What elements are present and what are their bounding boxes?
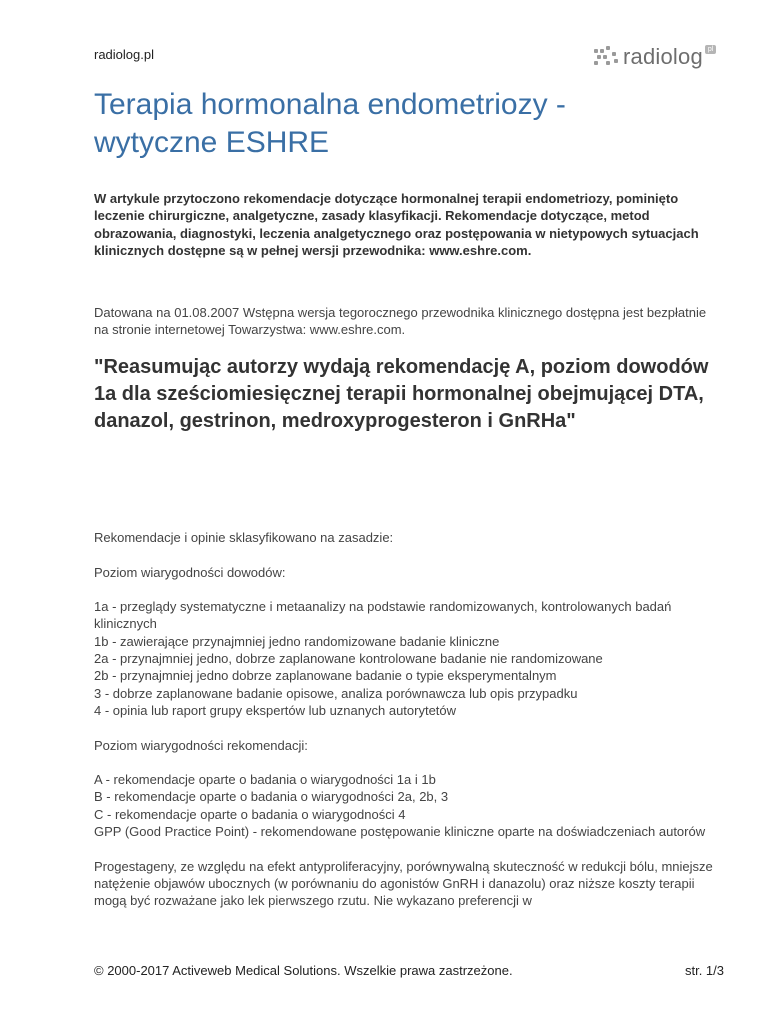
radiolog-logo [594,44,716,70]
evidence-level-item: 4 - opinia lub raport grupy ekspertów lub uznanych autorytetów [94,702,457,718]
site-name: radiolog.pl [94,47,154,62]
title-line-1: Terapia hormonalna endometriozy - [94,88,566,121]
logo-badge: pl [705,45,716,54]
title-line-2: wytyczne ESHRE [94,126,330,159]
dated-paragraph: Datowana na 01.08.2007 Wstępna wersja tegorocznego przewodnika klinicznego dostępna jest bezpłatnie na stronie internetowej Towarzystwa: www.eshre.com. [94,305,707,338]
page-number: str. 1/3 [684,963,724,978]
recommendation-level-item: GPP (Good Practice Point) - rekomendowane postępowanie kliniczne oparte na doświadczeniach autorów [94,824,706,840]
copyright-text: © 2000-2017 Activeweb Medical Solutions. Wszelkie prawa zastrzeżone. [94,963,513,978]
lead-paragraph: W artykule przytoczono rekomendacje dotyczące hormonalnej terapii endometriozy, pominięto leczenie chirurgiczne, analgetyczne, zasady klasyfikacji. Rekomendacje dotyczące, metod obrazowania, diagnostyki, leczenia analgetycznego oraz postępowania w nietypowych sytuacjach klinicznych dostępne są w pełnej wersji przewodnika: www.eshre.com. [94,191,699,258]
recommendation-level-item: C - rekomendacje oparte o badania o wiarygodności 4 [94,806,406,822]
evidence-level-item: 2b - przynajmniej jedno dobrze zaplanowane badanie o typie eksperymentalnym [94,668,557,684]
evidence-level-item: 1b - zawierające przynajmniej jedno randomizowane badanie kliniczne [94,633,500,649]
classification-intro: Rekomendacje i opinie sklasyfikowano na zasadzie: [94,530,394,545]
evidence-level-item: 3 - dobrze zaplanowane badanie opisowe, analiza porównawcza lub opis przypadku [94,685,578,701]
recommendation-level-item: B - rekomendacje oparte o badania o wiarygodności 2a, 2b, 3 [94,789,449,805]
logo-text: radiolog [623,44,703,69]
page-footer [94,963,724,978]
evidence-heading: Poziom wiarygodności dowodów: [94,564,286,580]
logo-dots-icon [594,46,620,68]
page-title [94,86,694,162]
recommendation-heading: Poziom wiarygodności rekomendacji: [94,737,308,753]
evidence-level-item: 2a - przynajmniej jedno, dobrze zaplanowane kontrolowane badanie nie randomizowane [94,651,603,667]
article-body [94,529,724,910]
recommendation-level-item: A - rekomendacje oparte o badania o wiarygodności 1a i 1b [94,772,436,788]
highlight-quote: "Reasumując autorzy wydają rekomendację A, poziom dowodów 1a dla sześciomiesięcznej terapii hormonalnej obejmującej DTA, danazol, gestrinon, medroxyprogesteron i GnRHa" [94,356,709,432]
evidence-level-item: 1a - przeglądy systematyczne i metaanalizy na podstawie randomizowanych, kontrolowanych badań klinicznych [94,599,672,632]
progestagens-paragraph: Progestageny, ze względu na efekt antyproliferacyjny, porównywalną skuteczność w redukcji bólu, mniejsze natężenie objawów ubocznych (w porównaniu do agonistów GnRH i danazolu) oraz niższe koszty terapii mogą być rozważane jako lek pierwszego rzutu. Nie wykazano preferencji w [94,858,713,909]
